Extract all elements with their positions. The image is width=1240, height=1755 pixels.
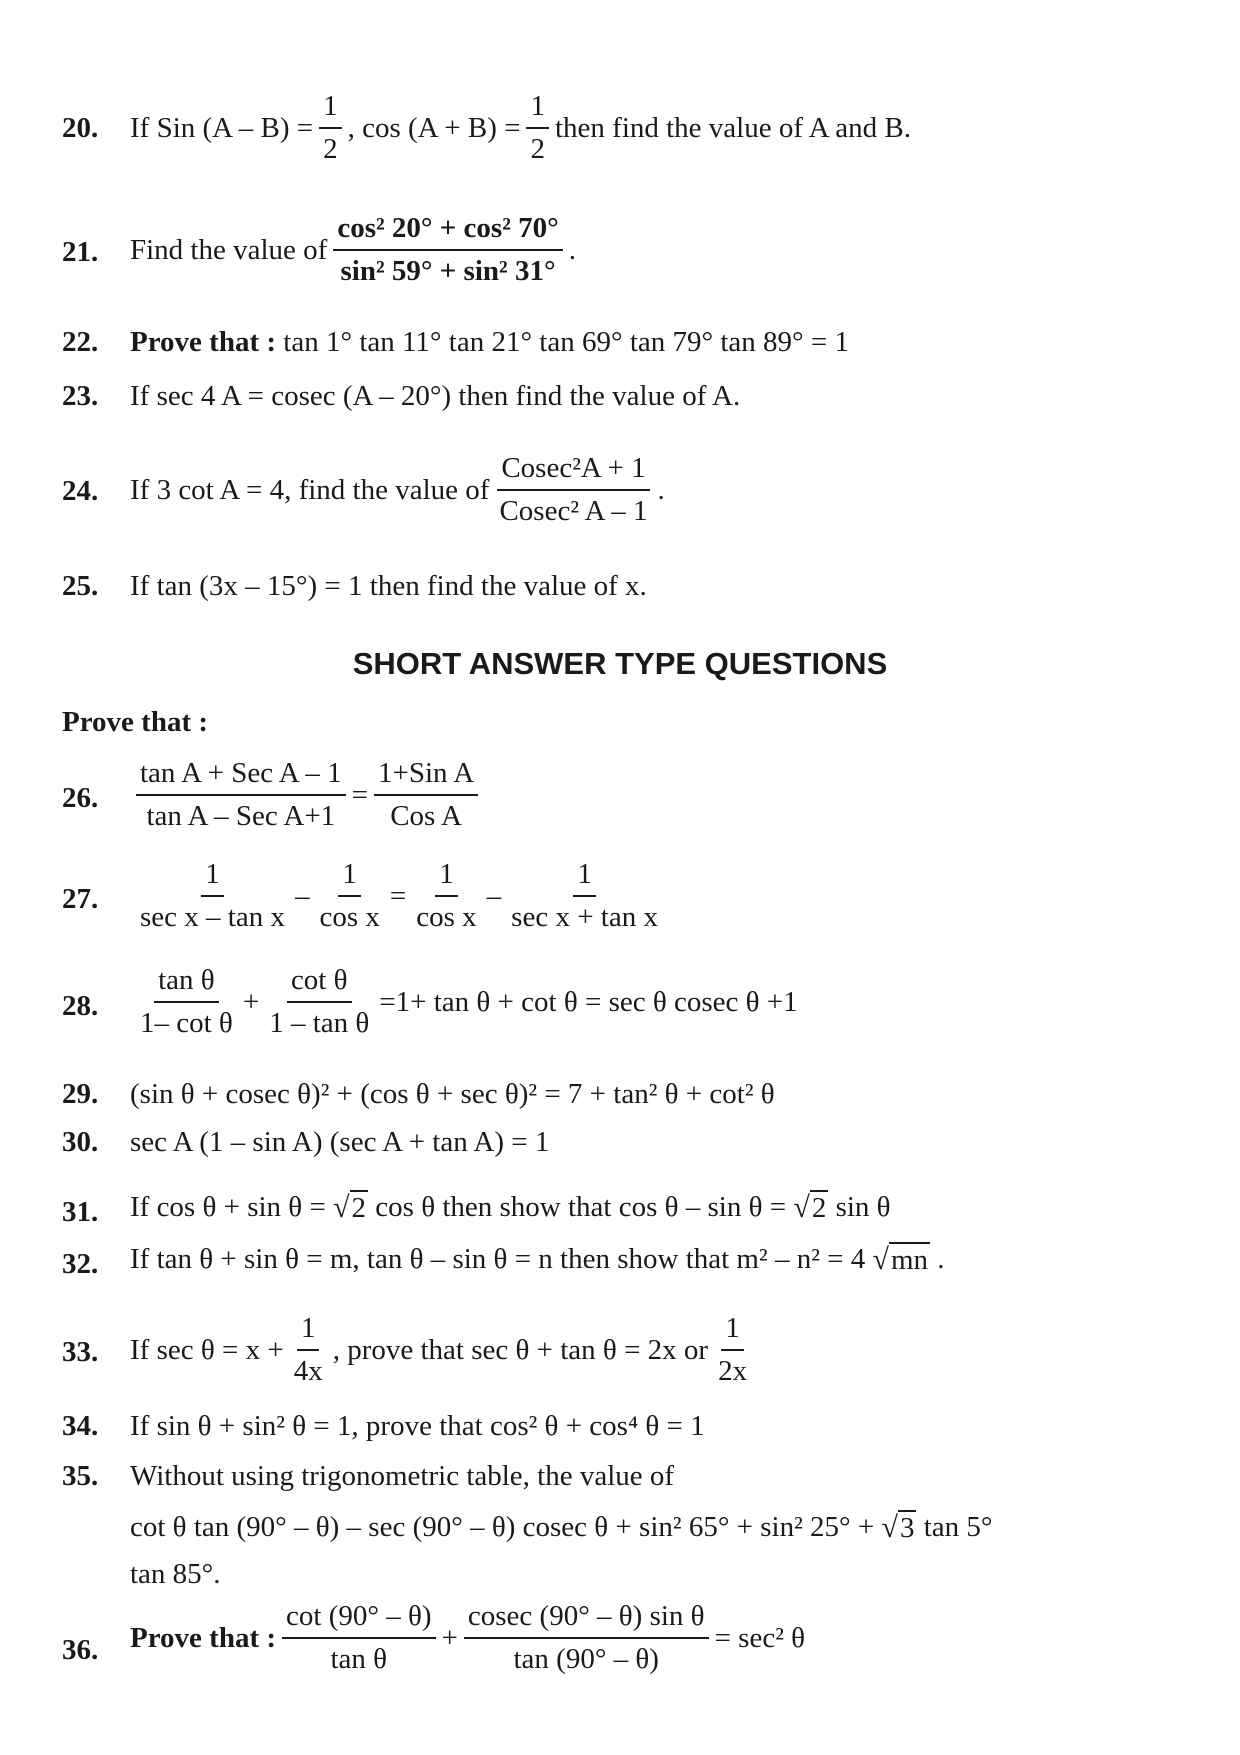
q26-frac-1-num: tan A + Sec A – 1 xyxy=(136,757,346,796)
q28-frac-1-den: 1– cot θ xyxy=(140,1007,233,1039)
q26-number: 26. xyxy=(62,782,99,814)
question-35-line-2 xyxy=(130,1510,993,1545)
question-30: sec A (1 – sin A) (sec A + tan A) = 1 xyxy=(130,1126,550,1158)
question-35-line-3: tan 85°. xyxy=(130,1558,221,1590)
q33-frac-2-den: 2x xyxy=(718,1355,748,1387)
q32-number: 32. xyxy=(62,1248,99,1280)
q27-equals: = xyxy=(389,879,407,912)
q35-number: 35. xyxy=(62,1460,99,1492)
q33-frac-2 xyxy=(714,1312,751,1388)
q36-frac-2-num: cosec (90° – θ) sin θ xyxy=(464,1600,709,1639)
q24-text: If 3 cot A = 4, find the value of xyxy=(130,473,490,506)
q29-number: 29. xyxy=(62,1078,99,1110)
q20-text-c: then find the value of A and B. xyxy=(554,111,911,144)
q28-frac-1-num: tan θ xyxy=(154,964,219,1003)
q31-sqrt-1-value: 2 xyxy=(351,1192,367,1224)
q20-frac-2-den: 2 xyxy=(530,133,545,165)
q35-sqrt: √ 3 xyxy=(881,1511,915,1544)
q22-expr: tan 1° tan 11° tan 21° tan 69° tan 79° tan 89° = 1 xyxy=(283,326,849,358)
q28-frac-2 xyxy=(265,964,373,1040)
q36-frac-1-den: tan θ xyxy=(330,1643,388,1675)
q24-number: 24. xyxy=(62,475,99,507)
q22-label: Prove that : xyxy=(130,326,277,358)
question-29: (sin θ + cosec θ)² + (cos θ + sec θ)² = 7 + tan² θ + cot² θ xyxy=(130,1078,775,1110)
q27-minus-2: – xyxy=(486,879,502,912)
q24-frac-den: Cosec² A – 1 xyxy=(499,495,648,527)
q36-frac-1 xyxy=(282,1600,435,1676)
question-31 xyxy=(130,1190,891,1225)
question-27 xyxy=(130,858,668,934)
q32-sqrt: √ mn xyxy=(872,1243,929,1276)
q27-frac-2-den: cos x xyxy=(319,901,380,933)
q21-text: Find the value of xyxy=(130,233,328,266)
q27-frac-3-den: cos x xyxy=(416,901,477,933)
question-32 xyxy=(130,1242,945,1277)
q21-frac xyxy=(333,212,562,288)
q20-frac-2 xyxy=(526,90,549,166)
q27-frac-3-num: 1 xyxy=(435,858,458,897)
q21-frac-num: cos² 20° + cos² 70° xyxy=(333,212,562,251)
q35-sqrt-value: 3 xyxy=(899,1512,915,1544)
q20-frac-1-den: 2 xyxy=(323,133,338,165)
q26-equals: = xyxy=(351,778,368,811)
q27-frac-1 xyxy=(136,858,289,934)
q33-number: 33. xyxy=(62,1336,99,1368)
question-20 xyxy=(130,90,911,166)
q20-text-a: If Sin (A – B) = xyxy=(130,111,314,144)
q36-label: Prove that : xyxy=(130,1621,277,1654)
q28-number: 28. xyxy=(62,990,99,1022)
q24-frac-num: Cosec²A + 1 xyxy=(497,452,649,491)
q33-text-b: , prove that sec θ + tan θ = 2x or xyxy=(332,1333,709,1366)
q27-frac-1-den: sec x – tan x xyxy=(140,901,285,933)
q33-frac-2-num: 1 xyxy=(721,1312,744,1351)
q31-sqrt-2-value: 2 xyxy=(811,1192,827,1224)
q27-frac-4-num: 1 xyxy=(573,858,596,897)
q27-frac-2 xyxy=(315,858,383,934)
q27-frac-4-den: sec x + tan x xyxy=(511,901,658,933)
q36-frac-2 xyxy=(464,1600,709,1676)
q36-rest: = sec² θ xyxy=(714,1621,806,1654)
q31-text-c: sin θ xyxy=(835,1191,891,1223)
q36-number: 36. xyxy=(62,1634,99,1666)
q35-expr-b: tan 5° xyxy=(923,1511,993,1543)
prove-that-label: Prove that : xyxy=(62,706,209,738)
q32-sqrt-value: mn xyxy=(890,1244,929,1276)
q23-number: 23. xyxy=(62,380,99,412)
q27-number: 27. xyxy=(62,883,99,915)
q27-frac-2-num: 1 xyxy=(338,858,361,897)
q21-frac-den: sin² 59° + sin² 31° xyxy=(340,255,556,287)
q28-plus: + xyxy=(242,985,260,1018)
question-36 xyxy=(130,1600,805,1676)
q32-end: . xyxy=(937,1243,945,1275)
q22-number: 22. xyxy=(62,326,99,358)
q20-frac-1-num: 1 xyxy=(319,90,342,129)
question-35-line-1: Without using trigonometric table, the value of xyxy=(130,1460,675,1492)
q33-frac-1-den: 4x xyxy=(293,1355,323,1387)
question-23: If sec 4 A = cosec (A – 20°) then find the value of A. xyxy=(130,380,741,412)
q35-expr-a: cot θ tan (90° – θ) – sec (90° – θ) cosec θ + sin² 65° + sin² 25° + xyxy=(130,1511,875,1543)
q33-text-a: If sec θ = x + xyxy=(130,1333,284,1366)
q28-frac-2-num: cot θ xyxy=(287,964,352,1003)
question-33 xyxy=(130,1312,757,1388)
section-heading: SHORT ANSWER TYPE QUESTIONS xyxy=(352,646,888,681)
question-25: If tan (3x – 15°) = 1 then find the value of x. xyxy=(130,570,647,602)
q34-number: 34. xyxy=(62,1410,99,1442)
q21-number: 21. xyxy=(62,236,99,268)
q25-number: 25. xyxy=(62,570,99,602)
q27-minus-1: – xyxy=(294,879,310,912)
q20-number: 20. xyxy=(62,112,99,144)
q26-frac-1-den: tan A – Sec A+1 xyxy=(146,800,336,832)
q26-frac-1 xyxy=(136,757,346,833)
q27-frac-4 xyxy=(507,858,662,934)
q28-rest: =1+ tan θ + cot θ = sec θ cosec θ +1 xyxy=(379,985,798,1018)
q21-end: . xyxy=(568,233,577,266)
q36-frac-2-den: tan (90° – θ) xyxy=(513,1643,659,1675)
question-34: If sin θ + sin² θ = 1, prove that cos² θ + cos⁴ θ = 1 xyxy=(130,1410,705,1442)
q32-text: If tan θ + sin θ = m, tan θ – sin θ = n then show that m² – n² = 4 xyxy=(130,1243,866,1275)
q26-frac-2-den: Cos A xyxy=(390,800,462,832)
q31-sqrt-2: √ 2 xyxy=(793,1191,827,1224)
q31-text-b: cos θ then show that cos θ – sin θ = xyxy=(375,1191,787,1223)
question-22 xyxy=(130,326,849,359)
question-21 xyxy=(130,212,576,288)
q31-text-a: If cos θ + sin θ = xyxy=(130,1191,326,1223)
q31-sqrt-1: √ 2 xyxy=(333,1191,367,1224)
q26-frac-2 xyxy=(374,757,478,833)
question-24 xyxy=(130,452,665,528)
q27-frac-3 xyxy=(412,858,480,934)
q33-frac-1 xyxy=(290,1312,327,1388)
question-28 xyxy=(130,964,798,1040)
q20-frac-1 xyxy=(319,90,342,166)
q28-frac-2-den: 1 – tan θ xyxy=(269,1007,370,1039)
q36-frac-1-num: cot (90° – θ) xyxy=(282,1600,435,1639)
q24-end: . xyxy=(657,473,665,506)
q26-frac-2-num: 1+Sin A xyxy=(374,757,478,796)
q20-frac-2-num: 1 xyxy=(526,90,549,129)
q30-number: 30. xyxy=(62,1126,99,1158)
q31-number: 31. xyxy=(62,1196,99,1228)
q27-frac-1-num: 1 xyxy=(201,858,224,897)
q33-frac-1-num: 1 xyxy=(297,1312,320,1351)
q24-frac xyxy=(495,452,651,528)
q20-text-b: , cos (A + B) = xyxy=(347,111,521,144)
question-26 xyxy=(130,757,484,833)
q28-frac-1 xyxy=(136,964,237,1040)
q36-plus: + xyxy=(441,1621,458,1654)
